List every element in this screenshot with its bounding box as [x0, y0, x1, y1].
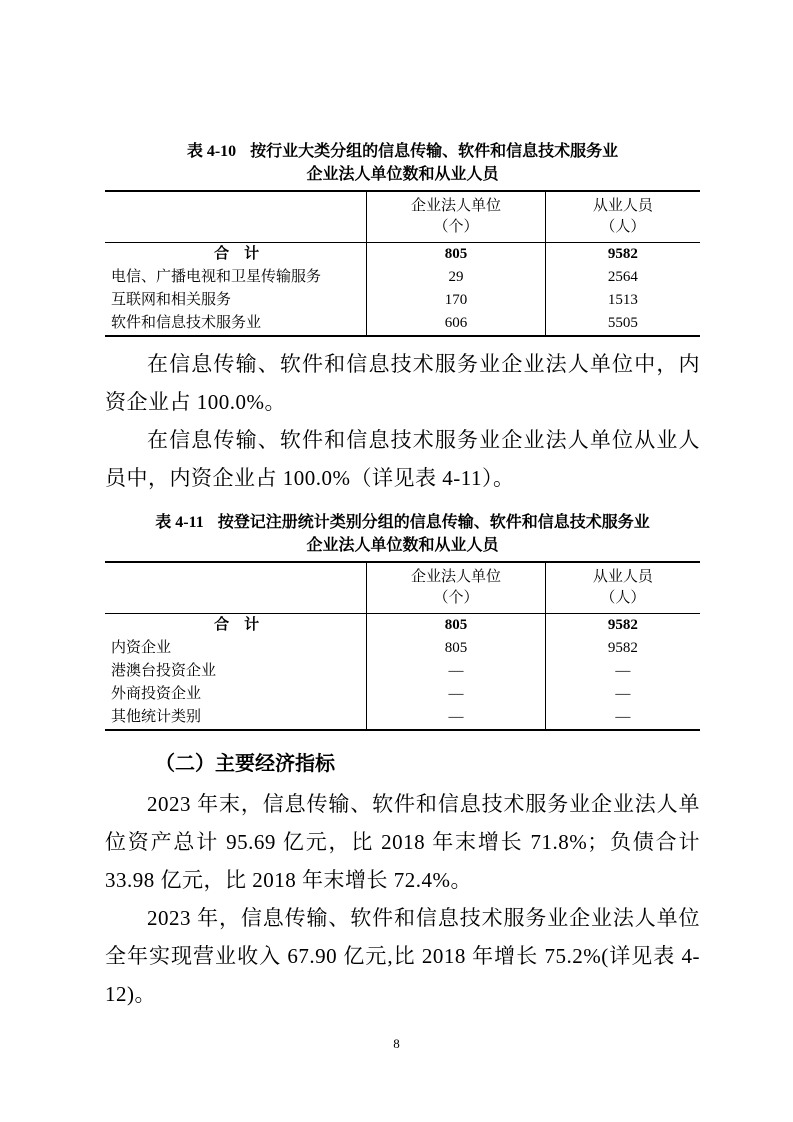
table-4-10-header-empty: [105, 191, 367, 243]
table-row: [105, 289, 700, 312]
section-heading-main-economic-indicators: （二）主要经济指标: [155, 753, 335, 775]
row-label: 其他统计类别: [111, 709, 202, 725]
table-row: [105, 683, 700, 706]
row-label: 外商投资企业: [111, 686, 202, 702]
table-4-11-title-number: 表 4-11: [155, 514, 204, 531]
table-4-10-header-units: 企业法人单位 （个）: [367, 191, 546, 243]
table-4-10-title-number: 表 4-10: [186, 143, 237, 160]
table-row: [105, 614, 700, 638]
row-value-units: 170: [367, 289, 546, 312]
table-row: [105, 312, 700, 336]
row-label-total: 合 计: [214, 617, 260, 633]
table-4-11-title-text: 按登记注册统计类别分组的信息传输、软件和信息技术服务业: [217, 514, 650, 531]
row-value-persons: 5505: [545, 312, 700, 336]
row-value-persons: 9582: [545, 637, 700, 660]
table-4-10-title-text: 按行业大类分组的信息传输、软件和信息技术服务业: [250, 143, 619, 160]
row-value-units: —: [367, 706, 546, 730]
row-value-persons: —: [545, 660, 700, 683]
row-value-persons: 1513: [545, 289, 700, 312]
table-row: [105, 243, 700, 267]
row-label: 互联网和相关服务: [111, 292, 232, 308]
row-value-persons: 2564: [545, 266, 700, 289]
paragraph-assets-liabilities: 2023 年末，信息传输、软件和信息技术服务业企业法人单位资产总计 95.69 亿元，比 2018 年末增长 71.8%；负债合计 33.98 亿元，比 2018 年末增长 72.4%。: [105, 792, 700, 892]
row-value-units: —: [367, 660, 546, 683]
row-label: 港澳台投资企业: [111, 663, 217, 679]
row-value-units: 805: [367, 637, 546, 660]
table-4-10: [105, 190, 700, 337]
table-4-10-header-persons: 从业人员 （人）: [545, 191, 700, 243]
table-4-11-header-persons: 从业人员 （人）: [545, 562, 700, 614]
table-4-10-title: [105, 140, 700, 163]
row-value-persons: —: [545, 683, 700, 706]
paragraph-domestic-units: 在信息传输、软件和信息技术服务业企业法人单位中，内资企业占 100.0%。: [105, 352, 700, 414]
row-label: 内资企业: [111, 640, 172, 656]
table-4-11-subtitle: 企业法人单位数和从业人员: [306, 537, 499, 554]
table-4-11-header-empty: [105, 562, 367, 614]
table-4-10-block: [105, 140, 700, 337]
table-row: [105, 660, 700, 683]
table-4-11-header-row: [105, 562, 700, 614]
table-row: [105, 706, 700, 730]
table-4-11: [105, 561, 700, 731]
row-value-persons: 9582: [545, 243, 700, 267]
table-4-10-header-row: [105, 191, 700, 243]
table-4-11-title: [105, 511, 700, 534]
table-row: [105, 266, 700, 289]
row-value-units: 805: [367, 243, 546, 267]
row-label-total: 合 计: [214, 246, 260, 262]
row-label: 软件和信息技术服务业: [111, 315, 262, 331]
table-row: [105, 637, 700, 660]
table-4-11-block: [105, 511, 700, 731]
paragraph-revenue: 2023 年，信息传输、软件和信息技术服务业企业法人单位全年实现营业收入 67.90 亿元,比 2018 年增长 75.2%(详见表 4-12)。: [105, 906, 700, 1006]
row-value-persons: —: [545, 706, 700, 730]
row-value-units: —: [367, 683, 546, 706]
row-value-units: 805: [367, 614, 546, 638]
row-value-persons: 9582: [545, 614, 700, 638]
row-label: 电信、广播电视和卫星传输服务: [111, 269, 322, 285]
row-value-units: 29: [367, 266, 546, 289]
table-4-10-subtitle: 企业法人单位数和从业人员: [306, 166, 499, 183]
row-value-units: 606: [367, 312, 546, 336]
page-number: 8: [393, 1036, 400, 1051]
table-4-11-header-units: 企业法人单位 （个）: [367, 562, 546, 614]
paragraph-domestic-persons: 在信息传输、软件和信息技术服务业企业法人单位从业人员中，内资企业占 100.0%（详见表 4-11）。: [105, 428, 700, 490]
